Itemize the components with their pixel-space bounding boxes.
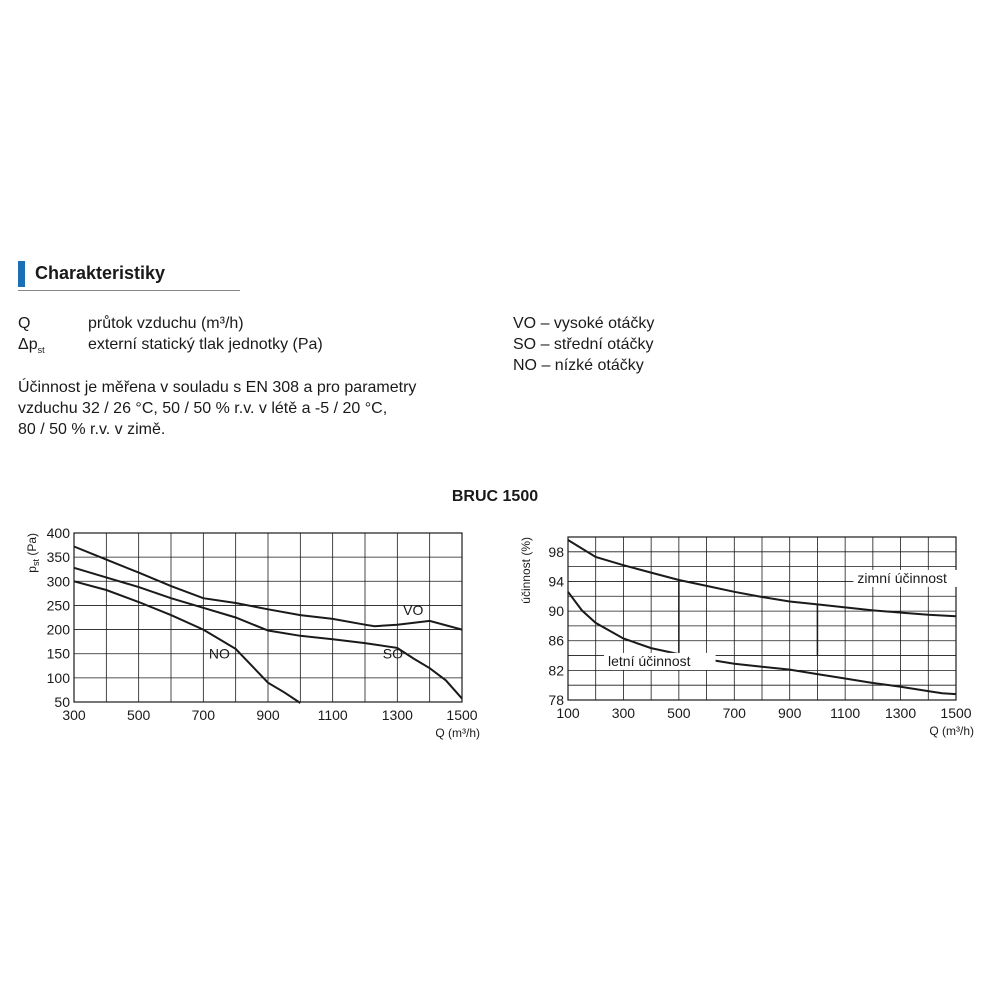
series-label: NO — [208, 645, 230, 662]
x-axis-label: Q (m³/h) — [929, 724, 974, 738]
y-axis-label: účinnost (%) — [519, 537, 533, 604]
series-label: SO — [382, 645, 404, 662]
section-title: Charakteristiky — [35, 263, 166, 283]
speed-legend-item: NO – nízké otáčky — [513, 357, 644, 374]
speed-legend-item: SO – střední otáčky — [513, 336, 654, 353]
y-tick-label: 250 — [46, 597, 70, 614]
note-line: vzduchu 32 / 26 °C, 50 / 50 % r.v. v létě a -5 / 20 °C, — [18, 400, 388, 417]
note-line: Účinnost je měřena v souladu s EN 308 a pro parametry — [18, 379, 417, 396]
y-tick-label: 86 — [548, 632, 564, 649]
chart-title: BRUC 1500 — [451, 488, 539, 505]
note-line: 80 / 50 % r.v. v zimě. — [18, 421, 166, 438]
series-line — [74, 581, 300, 703]
y-tick-label: 98 — [548, 543, 564, 560]
x-tick-label: 1300 — [884, 705, 917, 721]
y-tick-label: 300 — [46, 573, 70, 590]
y-tick-label: 94 — [548, 573, 564, 590]
y-axis-label: $p_{st}$ (Pa) — [25, 533, 41, 573]
x-tick-label: 1100 — [830, 705, 861, 721]
speed-legend-item: VO – vysoké otáčky — [513, 315, 655, 332]
y-tick-label: 400 — [46, 525, 70, 541]
y-tick-label: 350 — [46, 549, 70, 566]
definition-symbol: $\Delta p_{st}$ — [18, 336, 45, 356]
x-tick-label: 300 — [611, 705, 636, 721]
y-tick-label: 150 — [46, 645, 70, 662]
definition-text: externí statický tlak jednotky (Pa) — [88, 336, 323, 353]
x-tick-label: 1100 — [317, 707, 348, 723]
x-tick-label: 500 — [126, 707, 151, 723]
x-tick-label: 1300 — [381, 707, 413, 723]
series-label: zimní účinnost — [857, 569, 947, 586]
x-axis-label: Q (m³/h) — [435, 726, 480, 740]
definition-symbol: Q — [18, 315, 31, 332]
series-label: letní účinnost — [608, 652, 691, 669]
x-tick-label: 1500 — [940, 705, 972, 721]
x-tick-label: 500 — [667, 705, 691, 721]
y-tick-label: 200 — [46, 621, 70, 638]
x-tick-label: 700 — [191, 707, 216, 723]
x-tick-label: 700 — [722, 705, 746, 721]
x-tick-label: 300 — [62, 707, 86, 723]
definition-text: průtok vzduchu (m³/h) — [88, 315, 244, 332]
y-tick-label: 78 — [548, 692, 564, 708]
x-tick-label: 1500 — [446, 707, 478, 723]
x-tick-label: 100 — [556, 705, 580, 721]
y-tick-label: 50 — [54, 694, 70, 710]
y-tick-label: 82 — [548, 662, 564, 679]
x-tick-label: 900 — [778, 705, 802, 721]
series-label: VO — [403, 602, 424, 619]
y-tick-label: 90 — [548, 603, 564, 620]
y-tick-label: 100 — [46, 669, 70, 686]
x-tick-label: 900 — [256, 707, 280, 723]
